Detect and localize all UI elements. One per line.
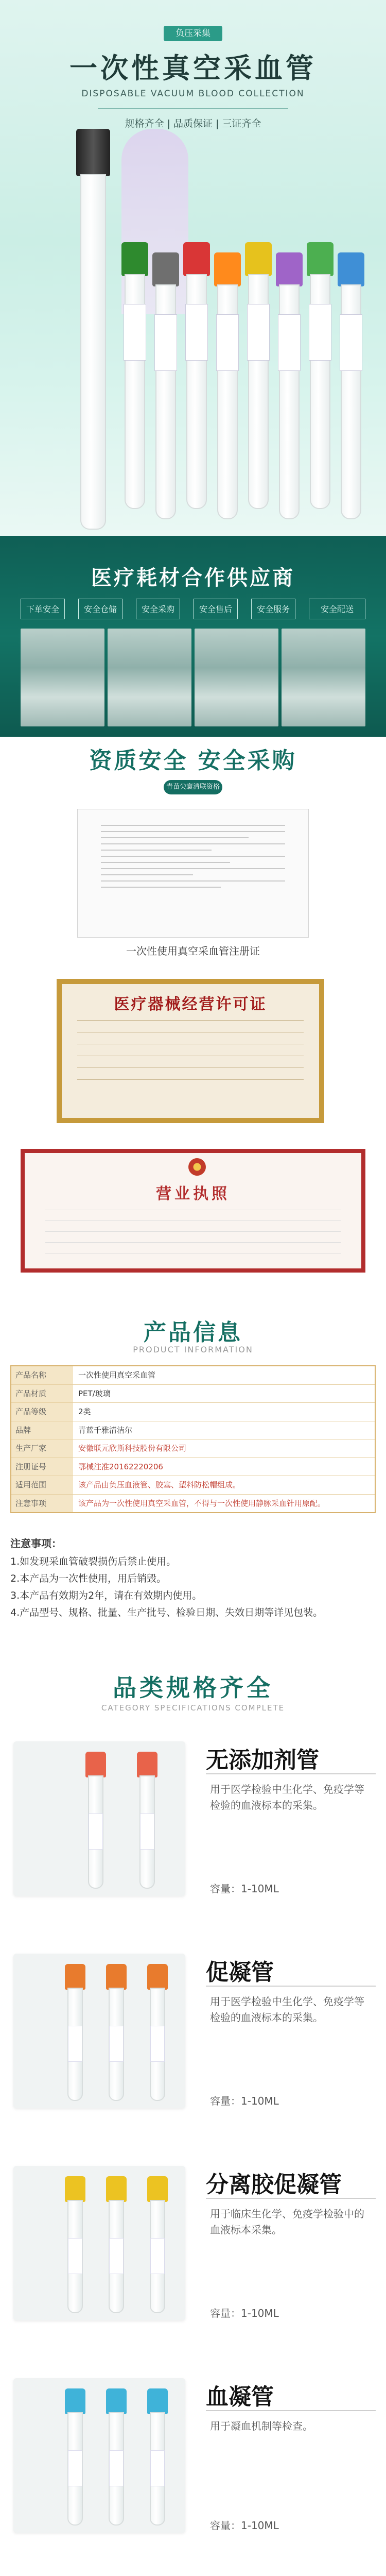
hero-tube-image xyxy=(121,242,148,510)
category-item-divider xyxy=(206,1773,376,1774)
banner-tag: 安全配送 xyxy=(309,599,365,619)
hero-tag: 规格齐全 xyxy=(125,118,164,129)
tube-photo xyxy=(13,2166,185,2320)
tube-cap xyxy=(307,242,334,276)
warehouse-photo xyxy=(195,629,278,726)
category-item-name: 促凝管 xyxy=(206,1959,274,1986)
tube-label xyxy=(109,2238,124,2274)
category-item-volume: 容量：1-10ML xyxy=(210,2307,279,2319)
tube-cap xyxy=(76,129,110,176)
tube-cap xyxy=(106,2176,127,2202)
tube-label xyxy=(68,2026,82,2062)
tube-cap xyxy=(338,252,364,286)
category-item-volume: 容量：1-10ML xyxy=(210,2519,279,2532)
tube-photo xyxy=(13,1741,185,1896)
category-item xyxy=(0,2363,386,2569)
category-item xyxy=(0,1726,386,1932)
registration-certificate-caption: 一次性使用真空采血管注册证 xyxy=(126,945,260,957)
info-key: 产品等级 xyxy=(11,1403,73,1421)
info-value: 2类 xyxy=(78,1407,91,1416)
hero-tag: 品质保证 xyxy=(173,118,213,129)
tube-label xyxy=(140,1814,154,1850)
registration-certificate-image xyxy=(77,809,309,938)
info-row xyxy=(11,1366,375,1385)
tube-label xyxy=(278,314,301,371)
tube-cap xyxy=(65,2388,85,2414)
tube-photo xyxy=(13,1954,185,2108)
tube-label xyxy=(185,304,208,361)
tube-cap xyxy=(106,1964,127,1990)
info-row xyxy=(11,1421,375,1440)
usage-note: 4.产品型号、规格、批量、生产批号、检验日期、失效日期等详见包装。 xyxy=(10,1607,323,1618)
tube-cap xyxy=(137,1752,157,1777)
info-key: 生产厂家 xyxy=(11,1439,73,1458)
tube-cap xyxy=(85,1752,106,1777)
info-row xyxy=(11,1476,375,1495)
hero-tube-image xyxy=(214,252,241,520)
tube-cap xyxy=(121,242,148,276)
info-value: 鄂械注准20162220206 xyxy=(78,1462,163,1471)
tube-label xyxy=(124,304,146,361)
banner-tag: 安全服务 xyxy=(251,599,295,619)
category-item-name: 无添加剂管 xyxy=(206,1747,319,1773)
tube-label xyxy=(154,314,177,371)
tube-label xyxy=(309,304,331,361)
product-info-table xyxy=(10,1365,376,1513)
hero-tube-image xyxy=(307,242,334,510)
info-key: 产品材质 xyxy=(11,1385,73,1403)
warehouse-photo xyxy=(282,629,365,726)
warehouse-photo xyxy=(108,629,191,726)
tube-cap xyxy=(214,252,241,286)
category-item-divider xyxy=(206,1986,376,1987)
business-license-image xyxy=(21,1149,365,1273)
operating-license-image xyxy=(57,979,324,1123)
usage-note: 2.本产品为一次性使用，用后销毁。 xyxy=(10,1573,167,1584)
usage-notes xyxy=(10,1535,376,1621)
tube-label xyxy=(150,2238,165,2274)
category-item-divider xyxy=(206,2410,376,2411)
tube-label xyxy=(68,2238,82,2274)
tube-label xyxy=(247,304,270,361)
tube-cap xyxy=(183,242,210,276)
tube-label xyxy=(150,2026,165,2062)
hero-tube-image xyxy=(276,252,303,520)
category-item-name: 分离胶促凝管 xyxy=(206,2172,342,2198)
national-emblem-icon xyxy=(188,1158,206,1176)
category-item-volume: 容量：1-10ML xyxy=(210,1883,279,1895)
hero-main-tube-image xyxy=(76,129,110,531)
category-item-name: 血凝管 xyxy=(206,2384,274,2410)
hero-tags: 规格齐全 | 品质保证 | 三证齐全 xyxy=(125,118,261,129)
banner-tag: 下单安全 xyxy=(21,599,65,619)
category-item-volume: 容量：1-10ML xyxy=(210,2095,279,2107)
hero-subtitle: DISPOSABLE VACUUM BLOOD COLLECTION xyxy=(81,89,305,99)
hero-divider xyxy=(98,108,288,109)
tube-label xyxy=(68,2450,82,2486)
info-key: 产品名称 xyxy=(11,1366,73,1384)
info-value: 青蓝千雅清洁尔 xyxy=(78,1425,133,1435)
tube-cap xyxy=(147,2388,168,2414)
certificates-pill: 青苗尖寰清联资格 xyxy=(164,780,222,794)
info-key: 适用范围 xyxy=(11,1476,73,1494)
category-item-description: 用于医学检验中生化学、免疫学等检验的血液标本的采集。 xyxy=(210,1995,364,2024)
category-section xyxy=(0,1664,386,2576)
tube-label xyxy=(340,314,362,371)
info-value: 一次性使用真空采血管 xyxy=(78,1370,156,1380)
category-item-description: 用于凝血机制等检查。 xyxy=(210,2420,313,2432)
info-row xyxy=(11,1403,375,1421)
tube-body xyxy=(80,174,106,530)
tube-label xyxy=(216,314,239,371)
hero-tube-image xyxy=(183,242,210,510)
category-item-description: 用于临床生化学、免疫学检验中的血液标本采集。 xyxy=(210,2208,364,2236)
banner-tag: 安全售后 xyxy=(194,599,238,619)
certificates-section xyxy=(0,737,386,1278)
category-item xyxy=(0,1938,386,2144)
license-title: 医疗器械经营许可证 xyxy=(114,995,267,1013)
banner-tag: 安全仓储 xyxy=(78,599,122,619)
tube-cap xyxy=(152,252,179,286)
info-value: 该产品为一次性使用真空采血管，不得与一次性使用静脉采血针用原配。 xyxy=(78,1498,326,1508)
info-row xyxy=(11,1458,375,1477)
category-title: 品类规格齐全 xyxy=(113,1674,273,1702)
tube-cap xyxy=(65,2176,85,2202)
supplier-banner xyxy=(0,536,386,737)
info-row xyxy=(11,1385,375,1403)
product-info-section xyxy=(0,1309,386,1638)
hero-tag: 三证齐全 xyxy=(222,118,261,129)
hero-tube-image xyxy=(152,252,179,520)
usage-note: 1.如发现采血管破裂损伤后禁止使用。 xyxy=(10,1556,177,1567)
certificates-heading: 资质安全 安全采购 xyxy=(89,748,297,774)
tube-cap xyxy=(147,2176,168,2202)
category-subtitle: CATEGORY SPECIFICATIONS COMPLETE xyxy=(101,1703,285,1713)
category-item-description: 用于医学检验中生化学、免疫学等检验的血液标本的采集。 xyxy=(210,1783,364,1811)
info-key: 注册证号 xyxy=(11,1458,73,1476)
info-row xyxy=(11,1495,375,1513)
tube-label xyxy=(109,2450,124,2486)
category-item xyxy=(0,2150,386,2357)
info-value: 安徽联元欣斯科技股份有限公司 xyxy=(78,1444,187,1453)
product-info-title: 产品信息 xyxy=(144,1319,242,1346)
hero-tube-image xyxy=(245,242,272,510)
tube-cap xyxy=(147,1964,168,1990)
tube-cap xyxy=(245,242,272,276)
info-row xyxy=(11,1439,375,1458)
banner-tag: 安全采购 xyxy=(136,599,180,619)
tube-label xyxy=(89,1814,103,1850)
business-license-title: 营业执照 xyxy=(156,1185,230,1203)
usage-note: 3.本产品有效期为2年，请在有效期内使用。 xyxy=(10,1590,202,1601)
product-info-subtitle: PRODUCT INFORMATION xyxy=(133,1345,253,1354)
info-key: 注意事项 xyxy=(11,1495,73,1513)
warehouse-photo xyxy=(21,629,104,726)
tube-cap xyxy=(65,1964,85,1990)
info-value: PET/玻璃 xyxy=(78,1388,111,1398)
hero-badge: 负压采集 xyxy=(164,26,222,41)
tube-label xyxy=(109,2026,124,2062)
hero-title: 一次性真空采血管 xyxy=(69,52,317,84)
banner-title: 医疗耗材合作供应商 xyxy=(91,566,295,590)
warehouse-photos xyxy=(21,629,365,726)
tube-photo xyxy=(13,2378,185,2533)
tube-cap xyxy=(106,2388,127,2414)
usage-heading: 注意事项： xyxy=(10,1537,62,1550)
tube-cap xyxy=(276,252,303,286)
info-value: 该产品由负压血液管、胶塞、塑料防松帽组成。 xyxy=(78,1480,241,1489)
category-item-divider xyxy=(206,2198,376,2199)
tube-label xyxy=(150,2450,165,2486)
hero-tube-image xyxy=(338,252,364,520)
hero-section xyxy=(0,0,386,536)
info-key: 品牌 xyxy=(11,1421,73,1439)
